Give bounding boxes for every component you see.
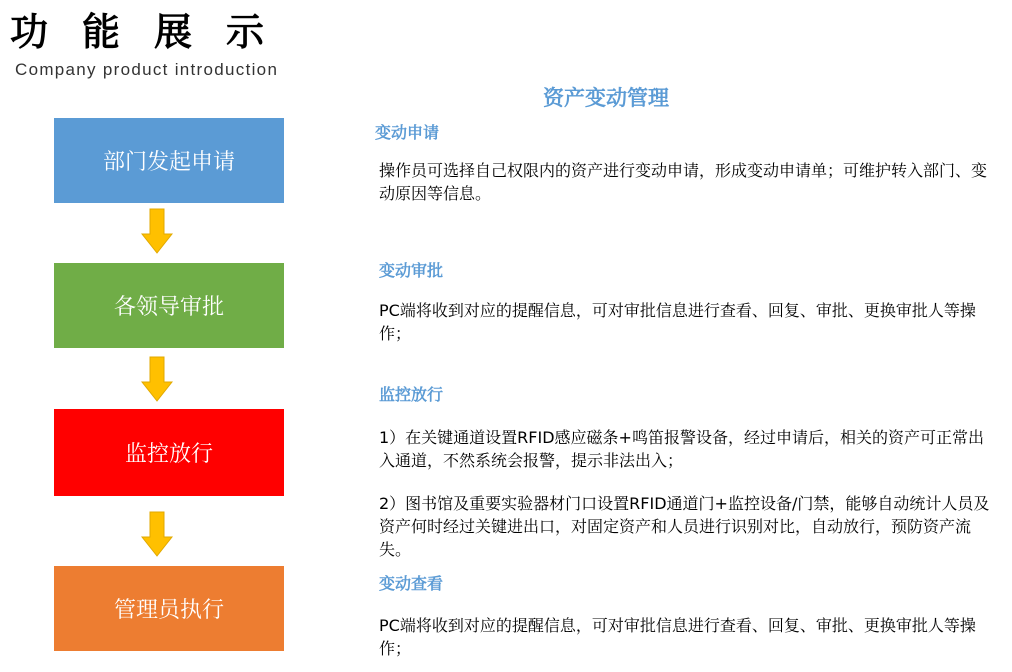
flow-step-label: 部门发起申请	[102, 150, 235, 175]
detail-text-release-2: 2）图书馆及重要实验器材门口设置RFID通道门+监控设备/门禁，能够自动统计人员及资产何时经过关键进出口，对固定资产和人员进行识别对比，自动放行，预防资产流失。	[379, 494, 990, 559]
flow-step-approve	[54, 263, 284, 348]
flow-step-release	[54, 409, 284, 496]
arrow-down-icon	[141, 208, 173, 254]
flow-step-label: 各领导审批	[113, 295, 224, 320]
detail-heading-approve: 变动审批	[379, 261, 444, 280]
flow-step-apply	[54, 118, 284, 203]
flow-step-label: 监控放行	[124, 442, 213, 467]
detail-text-view: PC端将收到对应的提醒信息，可对审批信息进行查看、回复、审批、更换审批人等操作；	[379, 616, 976, 658]
page-title: 功能展示	[10, 10, 299, 54]
flow-step-execute	[54, 566, 284, 651]
arrow-down-icon	[141, 511, 173, 557]
detail-heading-apply: 变动申请	[375, 123, 440, 142]
detail-text-approve: PC端将收到对应的提醒信息，可对审批信息进行查看、回复、审批、更换审批人等操作；	[379, 301, 976, 343]
page-subtitle: Company product introduction	[15, 60, 279, 79]
detail-text-apply: 操作员可选择自己权限内的资产进行变动申请，形成变动申请单；可维护转入部门、变动原因等信息。	[379, 161, 988, 203]
flow-step-label: 管理员执行	[113, 598, 224, 623]
detail-heading-release: 监控放行	[379, 385, 444, 404]
detail-text-release-1: 1）在关键通道设置RFID感应磁条+鸣笛报警设备，经过申请后，相关的资产可正常出入通道，不然系统会报警，提示非法出入；	[379, 428, 984, 470]
detail-heading-view: 变动查看	[379, 574, 444, 593]
arrow-down-icon	[141, 356, 173, 402]
section-title: 资产变动管理	[543, 86, 669, 110]
